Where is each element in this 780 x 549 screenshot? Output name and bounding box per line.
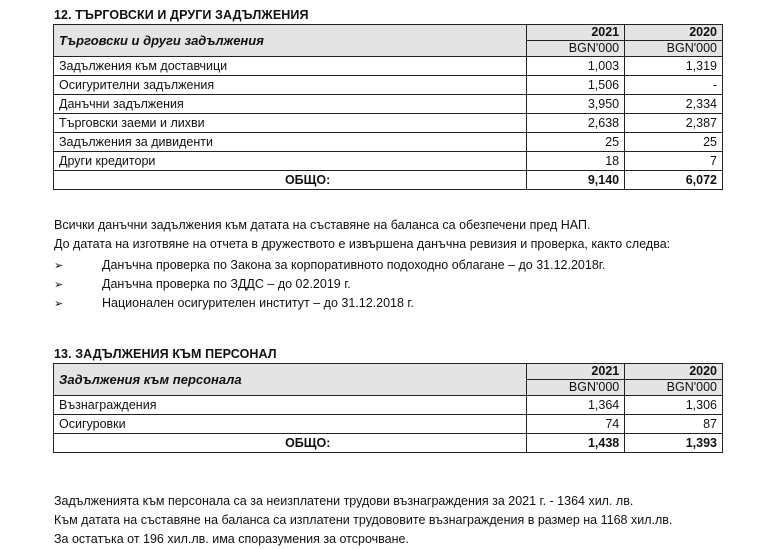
personnel-note-3: За остатъка от 196 хил.лв. има споразумения за отсрочване. (54, 532, 409, 546)
total-row (54, 434, 723, 453)
tax-secured-paragraph: Всички данъчни задължения към датата на съставяне на баланса са обезпечени пред НАП. (54, 218, 591, 232)
section-13-title: 13. ЗАДЪЛЖЕНИЯ КЪМ ПЕРСОНАЛ (54, 347, 277, 361)
year-2020: 2020 (625, 25, 723, 41)
table-row (54, 396, 723, 415)
bullet-text: Национален осигурителен институт – до 31.12.2018 г. (102, 296, 414, 310)
bullet-text: Данъчна проверка по ЗДДС – до 02.2019 г. (102, 277, 351, 291)
section-12-title: 12. ТЪРГОВСКИ И ДРУГИ ЗАДЪЛЖЕНИЯ (54, 8, 309, 22)
table-row (54, 95, 723, 114)
row-label: Осигуровки (54, 415, 527, 434)
row-label: Осигурителни задължения (54, 76, 527, 95)
table-row (54, 152, 723, 171)
table-head-label: Задължения към персонала (54, 364, 527, 396)
row-label: Възнаграждения (54, 396, 527, 415)
year-2020: 2020 (625, 364, 723, 380)
currency-2021: BGN'000 (527, 380, 625, 396)
table-row (54, 76, 723, 95)
row-label: Данъчни задължения (54, 95, 527, 114)
table-header-row (54, 25, 723, 41)
arrow-bullet-icon: ➢ (54, 279, 64, 291)
row-value-2021: 1,506 (527, 76, 625, 95)
row-value-2021: 18 (527, 152, 625, 171)
row-value-2020: 25 (625, 133, 723, 152)
row-value-2021: 74 (527, 415, 625, 434)
row-label: Търговски заеми и лихви (54, 114, 527, 133)
personnel-note-2: Към датата на съставяне на баланса са изплатени трудововите възнаграждения в размер на 1168 хил.лв. (54, 513, 673, 527)
currency-2021: BGN'000 (527, 41, 625, 57)
table-header-row (54, 364, 723, 380)
total-row (54, 171, 723, 190)
total-label: ОБЩО: (54, 171, 527, 190)
bullet-text: Данъчна проверка по Закона за корпоративното подоходно облагане – до 31.12.2018г. (102, 258, 606, 272)
personnel-payables-table (53, 363, 723, 453)
row-value-2020: 1,319 (625, 57, 723, 76)
row-value-2021: 1,003 (527, 57, 625, 76)
total-value-2020: 6,072 (625, 171, 723, 190)
total-value-2020: 1,393 (625, 434, 723, 453)
row-label: Други кредитори (54, 152, 527, 171)
table-head-label: Търговски и други задължения (54, 25, 527, 57)
row-value-2020: 87 (625, 415, 723, 434)
tax-audit-paragraph: До датата на изготвяне на отчета в дружеството е извършена данъчна ревизия и проверка, както следва: (54, 237, 671, 251)
bullet-item (54, 256, 605, 275)
row-value-2020: 2,387 (625, 114, 723, 133)
personnel-note-1: Задълженията към персонала са за неизплатени трудови възнаграждения за 2021 г. - 1364 хил. лв. (54, 494, 634, 508)
row-label: Задължения за дивиденти (54, 133, 527, 152)
table-row (54, 114, 723, 133)
arrow-bullet-icon: ➢ (54, 260, 64, 272)
row-value-2021: 3,950 (527, 95, 625, 114)
table-row (54, 57, 723, 76)
year-2021: 2021 (527, 25, 625, 41)
row-value-2021: 25 (527, 133, 625, 152)
row-value-2020: 2,334 (625, 95, 723, 114)
total-label: ОБЩО: (54, 434, 527, 453)
bullet-item (54, 275, 351, 294)
trade-payables-table (53, 24, 723, 190)
table-row (54, 133, 723, 152)
currency-2020: BGN'000 (625, 380, 723, 396)
row-value-2020: 7 (625, 152, 723, 171)
row-value-2021: 1,364 (527, 396, 625, 415)
row-value-2021: 2,638 (527, 114, 625, 133)
bullet-item (54, 294, 414, 313)
currency-2020: BGN'000 (625, 41, 723, 57)
total-value-2021: 9,140 (527, 171, 625, 190)
year-2021: 2021 (527, 364, 625, 380)
row-label: Задължения към доставчици (54, 57, 527, 76)
table-row (54, 415, 723, 434)
row-value-2020: 1,306 (625, 396, 723, 415)
arrow-bullet-icon: ➢ (54, 298, 64, 310)
total-value-2021: 1,438 (527, 434, 625, 453)
row-value-2020: - (625, 76, 723, 95)
